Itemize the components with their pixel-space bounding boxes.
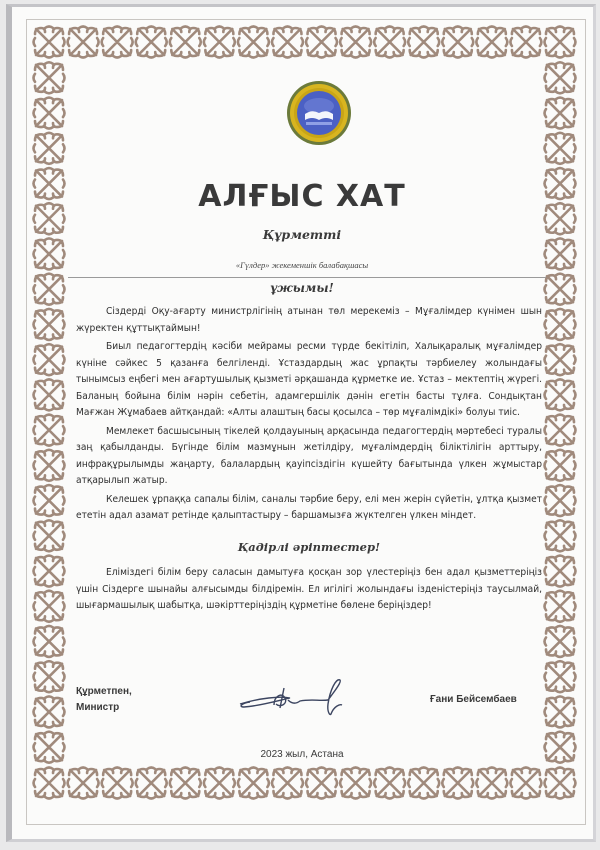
signer-position: Министр [76, 702, 120, 713]
ornament-motif [545, 485, 576, 516]
ornament-motif [545, 133, 576, 164]
ornament-motif [545, 98, 576, 129]
ornament-motif [545, 591, 576, 622]
ornament-motif [545, 379, 576, 410]
ornament-motif [34, 732, 65, 763]
ornament-motif [238, 27, 269, 58]
paragraph: Сіздерді Оқу-ағарту министрлігінің атынан төл мерекеміз – Мұғалімдер күнімен шын жүректен құттықтаймын! [76, 306, 542, 334]
ornament-motif [476, 27, 507, 58]
ornament-motif [34, 661, 65, 692]
ornament-motif [34, 203, 65, 234]
ornament-motif [34, 238, 65, 269]
ornament-motif [34, 379, 65, 410]
ornament-motif [34, 98, 65, 129]
ornament-motif [34, 768, 65, 799]
ornament-motif [34, 485, 65, 516]
signature [230, 674, 360, 719]
ornament-motif [34, 415, 65, 446]
ornament-motif [545, 661, 576, 692]
paragraph: Мемлекет басшысының тікелей қолдауының арқасында педагогтердің мәртебесі туралы заң қабылданды. Бүгінде білім мазмұнын жетілдіру, мұғалімдердің біліктілігін арттыру, инфрақұрылымды жаңарту, балалардың қауіпсіздігін күшейту бағытында үлкен жұмыстар атқарылып жатыр. [76, 425, 542, 486]
ornament-motif [545, 626, 576, 657]
ornament-motif [34, 344, 65, 375]
closing-regards: Құрметпен, [76, 686, 132, 697]
ornament-motif [340, 27, 371, 58]
ornament-motif [34, 27, 65, 58]
ornament-motif [34, 274, 65, 305]
ornament-motif [34, 696, 65, 727]
letter-body [76, 304, 542, 617]
ornament-motif [545, 344, 576, 375]
ornament-motif [34, 450, 65, 481]
paragraph: Келешек ұрпаққа сапалы білім, саналы тәрбие беру, елі мен жерін сүйетін, ұлтқа қызмет ететін адал азамат ретінде қалыптастыру – баршамызға жүктелген үлкен міндет. [76, 493, 542, 521]
ornament-motif [272, 27, 303, 58]
ornament-motif [510, 27, 541, 58]
recipient-underline [68, 277, 546, 278]
ornament-motif [545, 556, 576, 587]
ornament-motif [374, 27, 405, 58]
paragraph: Биыл педагогтердің кәсіби мейрамы ресми түрде бекітіліп, Халықаралық мұғалімдер күніне сәйкес 5 қазанға белгіленді. Ұстаздардың жас ұрпақты тәрбиелеу жолындағы тынымсыз еңбегі мен ағартушылық қызметі әрқашанда құрметке ие. Ұстаз – мектептің жүрегі. Баланың бойына білім нәрін себетін, адамгершілік дәнін егетін басты тұлға. Сондықтан Мағжан Жұмабаев айтқандай: «Алты алаштың басы қосылса – төр мұғалімдікі» болуы тиіс. [76, 341, 542, 418]
ornament-motif [34, 591, 65, 622]
certificate-content [62, 67, 542, 787]
paragraph-final: Еліміздегі білім беру саласын дамытуға қосқан зор үлестеріңіз бен адал қызметтеріңіз үшін Сіздерге шынайы алғысымды білдіремін. Ел игілігі жолындағы ізденістеріңіз таусылмай, шығармашылық шабытқа, шәкірттеріңіздің құрметіне бөлене беріңіздер! [76, 567, 542, 611]
signer-name: Ғани Бейсембаев [430, 694, 517, 705]
certificate-frame [6, 4, 596, 842]
recipient-address: ұжымы! [270, 281, 334, 295]
recipient-name: «Гүлдер» жекеменшік балабақшасы [235, 260, 369, 270]
date-place: 2023 жыл, Астана [260, 749, 344, 760]
ornament-motif [34, 168, 65, 199]
ornament-motif [68, 27, 99, 58]
ornament-motif [34, 62, 65, 93]
ornament-motif [545, 520, 576, 551]
ornament-motif [545, 415, 576, 446]
ornament-motif [34, 133, 65, 164]
ornament-motif [545, 168, 576, 199]
ornament-motif [544, 768, 575, 799]
ornament-motif [34, 520, 65, 551]
ornament-motif [544, 27, 575, 58]
closing-block [76, 684, 132, 716]
ornament-motif [306, 27, 337, 58]
ornament-motif [545, 696, 576, 727]
ornament-motif [204, 27, 235, 58]
ornament-motif [170, 27, 201, 58]
ornament-motif [545, 62, 576, 93]
ornament-motif [545, 309, 576, 340]
ornament-motif [34, 309, 65, 340]
ministry-emblem [286, 80, 352, 146]
ornament-motif [408, 27, 439, 58]
ornament-motif [442, 27, 473, 58]
ornament-motif [545, 274, 576, 305]
ornament-motif [34, 626, 65, 657]
salutation: Құрметті [262, 227, 342, 242]
subheading: Қадірлі әріптестер! [237, 539, 381, 554]
certificate-title: АЛҒЫС ХАТ [198, 179, 406, 214]
ornament-motif [34, 556, 65, 587]
ornament-motif [136, 27, 167, 58]
ornament-motif [545, 238, 576, 269]
ornament-motif [545, 203, 576, 234]
ornament-motif [545, 732, 576, 763]
ornament-motif [545, 450, 576, 481]
ornament-motif [102, 27, 133, 58]
